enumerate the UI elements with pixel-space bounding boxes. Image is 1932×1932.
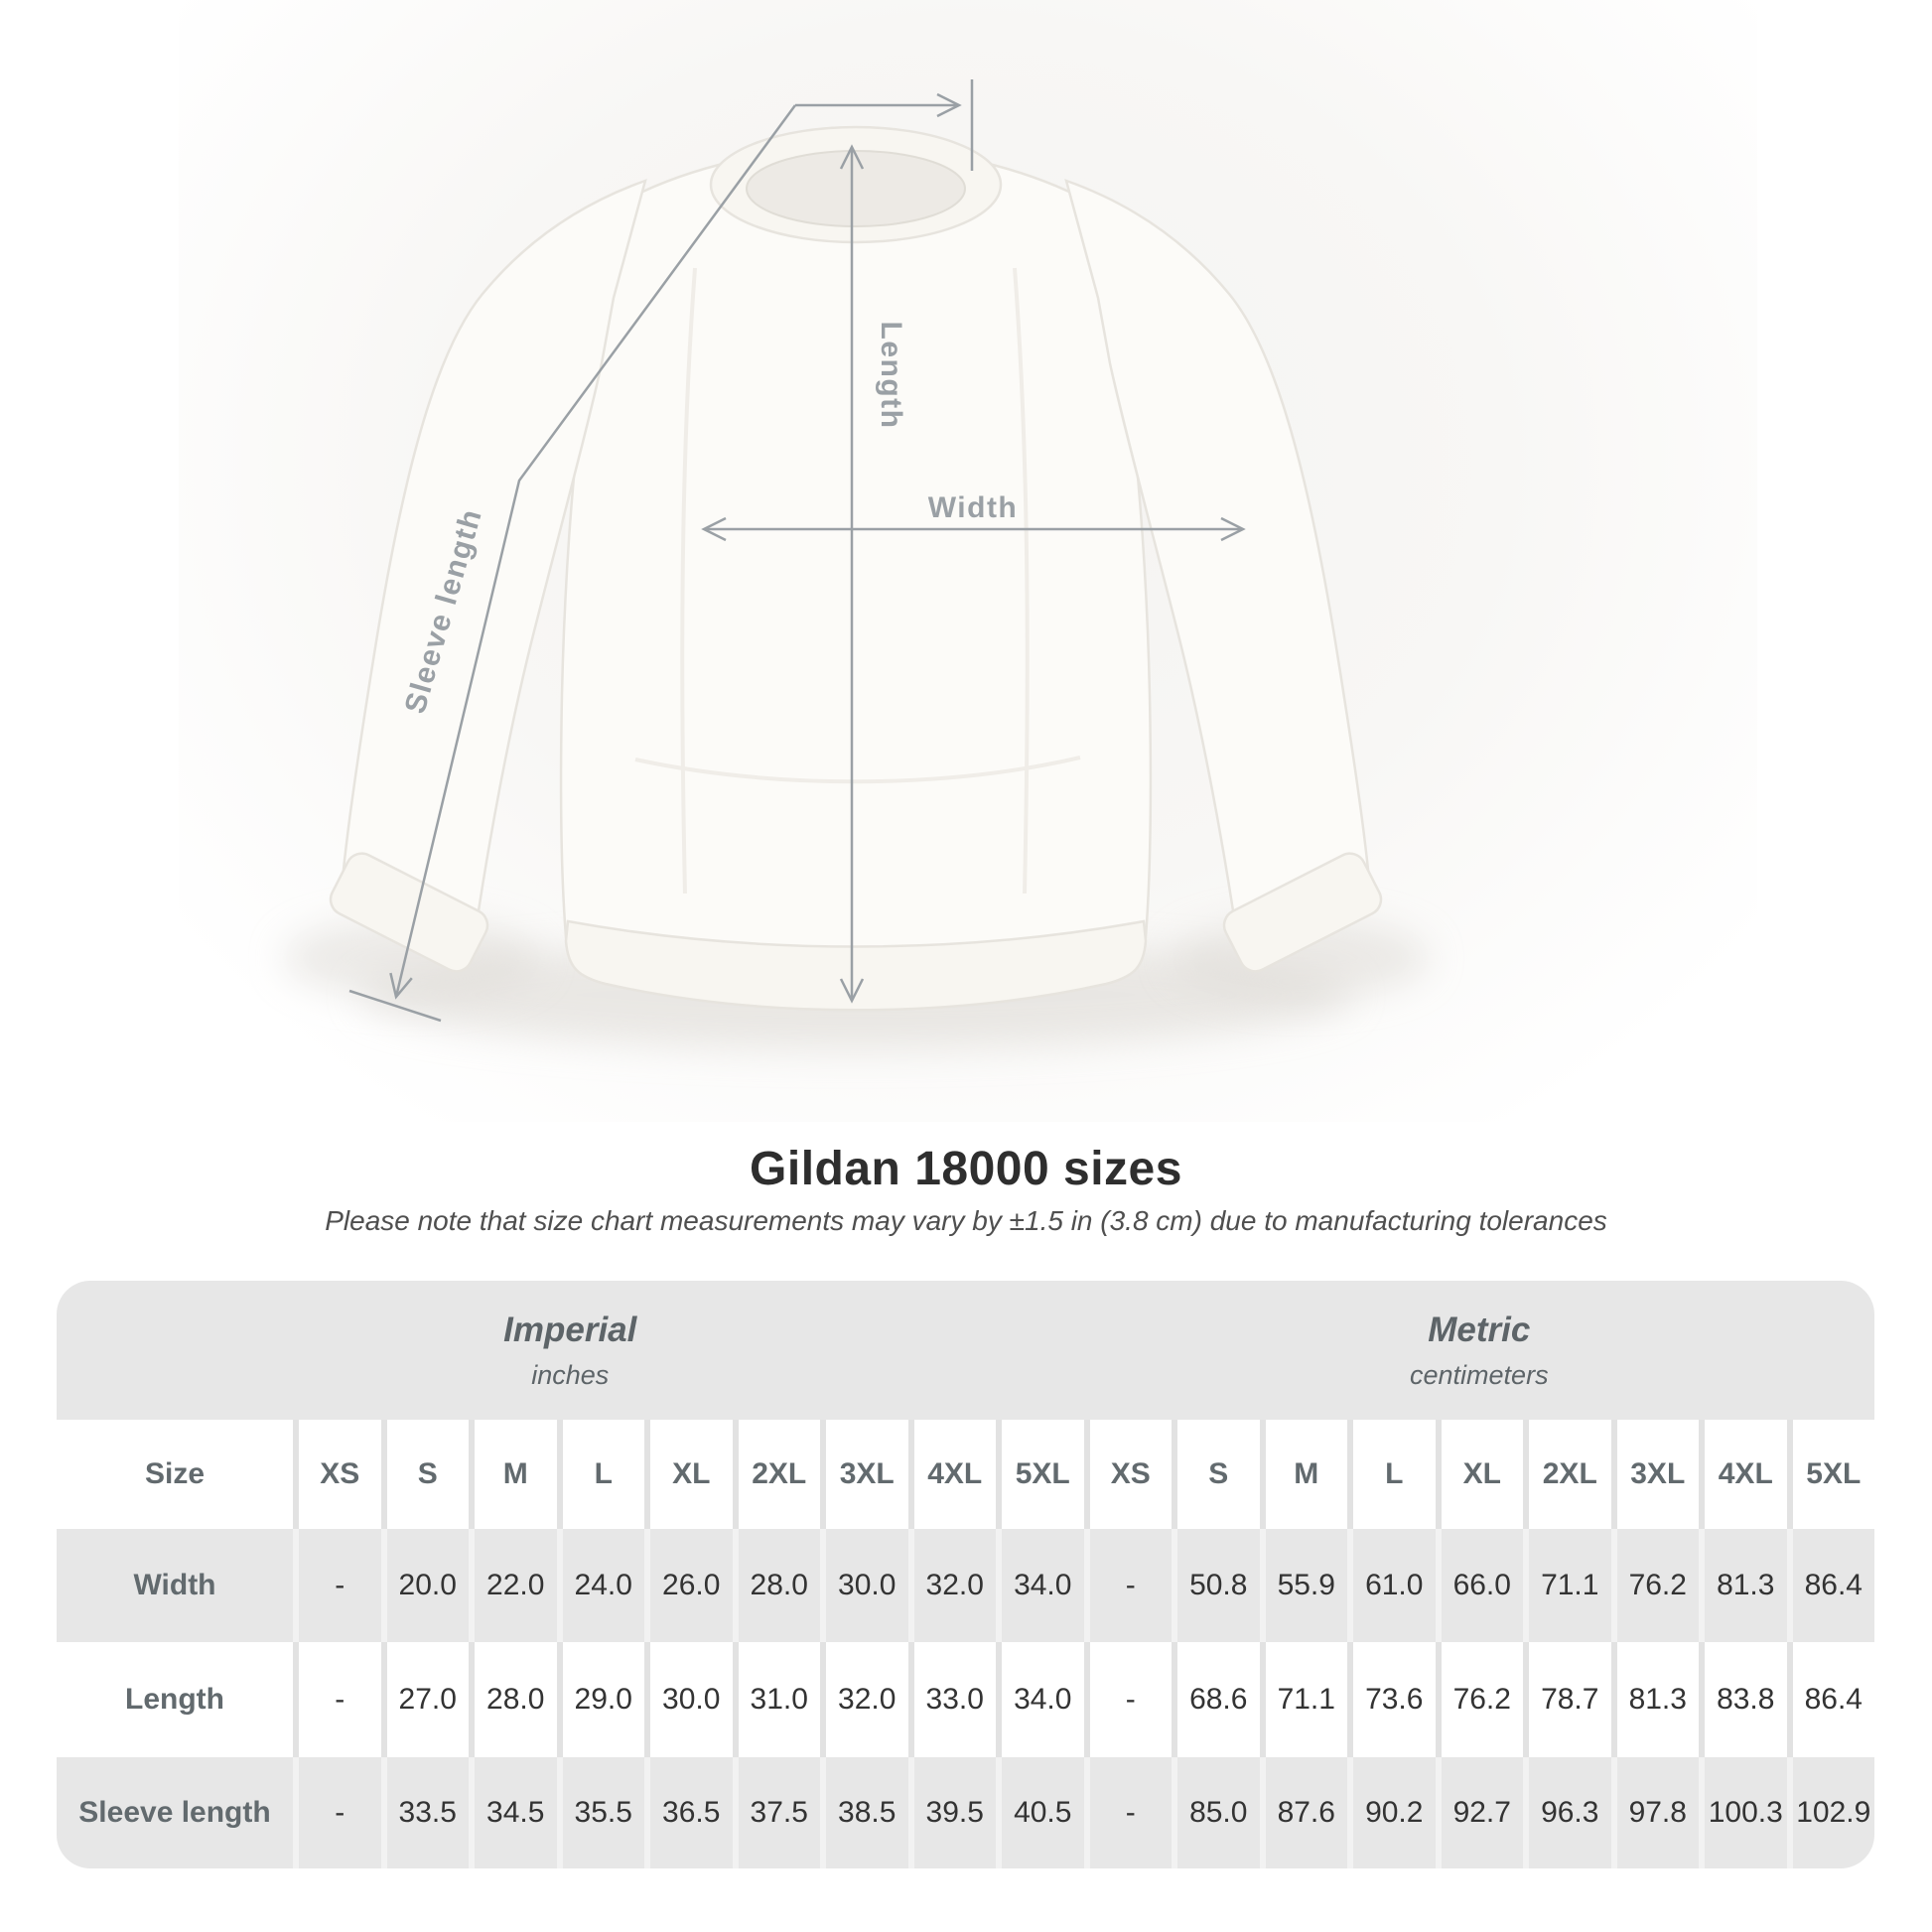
size-cell: M <box>469 1420 557 1529</box>
size-cell: 4XL <box>1699 1420 1787 1529</box>
length-measure-label: Length <box>875 321 907 430</box>
value-cell: 36.5 <box>644 1757 733 1868</box>
imperial-label: Imperial <box>503 1310 637 1349</box>
value-cell: 32.0 <box>908 1529 997 1642</box>
size-cell: S <box>381 1420 470 1529</box>
row-label: Sleeve length <box>57 1757 293 1868</box>
value-cell: 33.0 <box>908 1642 997 1757</box>
size-cell: M <box>1260 1420 1348 1529</box>
value-cell: 39.5 <box>908 1757 997 1868</box>
row-label: Length <box>57 1642 293 1757</box>
value-cell: 22.0 <box>469 1529 557 1642</box>
value-cell: 27.0 <box>381 1642 470 1757</box>
size-cell: 3XL <box>820 1420 908 1529</box>
value-cell: 32.0 <box>820 1642 908 1757</box>
value-cell: - <box>1084 1757 1173 1868</box>
size-column-header: Size <box>57 1420 293 1529</box>
value-cell: 26.0 <box>644 1529 733 1642</box>
value-cell: 33.5 <box>381 1757 470 1868</box>
value-cell: 34.0 <box>996 1642 1084 1757</box>
collar-inner <box>747 151 965 226</box>
value-cell: 55.9 <box>1260 1529 1348 1642</box>
value-cell: 78.7 <box>1523 1642 1611 1757</box>
value-cell: 97.8 <box>1611 1757 1700 1868</box>
value-cell: 71.1 <box>1260 1642 1348 1757</box>
value-cell: 20.0 <box>381 1529 470 1642</box>
value-cell: - <box>1084 1642 1173 1757</box>
metric-label: Metric <box>1428 1310 1531 1349</box>
value-cell: 100.3 <box>1699 1757 1787 1868</box>
value-cell: 28.0 <box>469 1642 557 1757</box>
value-cell: 66.0 <box>1436 1529 1524 1642</box>
size-cell: XL <box>644 1420 733 1529</box>
size-cell: XL <box>1436 1420 1524 1529</box>
width-measure-label: Width <box>927 491 1019 524</box>
value-cell: 38.5 <box>820 1757 908 1868</box>
length-row <box>57 1642 1874 1757</box>
value-cell: 24.0 <box>557 1529 645 1642</box>
metric-unit: centimeters <box>1410 1359 1549 1390</box>
page-title: Gildan 18000 sizes <box>750 1143 1182 1195</box>
value-cell: - <box>293 1757 381 1868</box>
value-cell: 30.0 <box>820 1529 908 1642</box>
sleeve-length-row <box>57 1757 1874 1868</box>
size-cell: 4XL <box>908 1420 997 1529</box>
size-cell: L <box>557 1420 645 1529</box>
value-cell: 37.5 <box>733 1757 821 1868</box>
value-cell: 61.0 <box>1347 1529 1436 1642</box>
value-cell: 40.5 <box>996 1757 1084 1868</box>
value-cell: 92.7 <box>1436 1757 1524 1868</box>
value-cell: 35.5 <box>557 1757 645 1868</box>
size-chart-table <box>57 1281 1874 1868</box>
value-cell: 87.6 <box>1260 1757 1348 1868</box>
unit-header-row <box>57 1281 1874 1420</box>
value-cell: 71.1 <box>1523 1529 1611 1642</box>
value-cell: - <box>1084 1529 1173 1642</box>
metric-unit-group <box>1084 1281 1875 1420</box>
tolerance-note: Please note that size chart measurements may vary by ±1.5 in (3.8 cm) due to manufacturing tolerances <box>325 1205 1607 1236</box>
size-cell: L <box>1347 1420 1436 1529</box>
value-cell: 86.4 <box>1787 1529 1875 1642</box>
size-header-row <box>57 1420 1874 1529</box>
value-cell: 102.9 <box>1787 1757 1875 1868</box>
value-cell: 34.0 <box>996 1529 1084 1642</box>
value-cell: 30.0 <box>644 1642 733 1757</box>
value-cell: 81.3 <box>1611 1642 1700 1757</box>
imperial-unit-group <box>57 1281 1084 1420</box>
value-cell: 81.3 <box>1699 1529 1787 1642</box>
value-cell: 29.0 <box>557 1642 645 1757</box>
value-cell: 34.5 <box>469 1757 557 1868</box>
sweatshirt-torso <box>561 147 1151 1010</box>
value-cell: 28.0 <box>733 1529 821 1642</box>
value-cell: 86.4 <box>1787 1642 1875 1757</box>
value-cell: 68.6 <box>1172 1642 1260 1757</box>
value-cell: 76.2 <box>1611 1529 1700 1642</box>
size-cell: XS <box>1084 1420 1173 1529</box>
sleeve-measure-label: Sleeve length <box>398 504 489 718</box>
width-row <box>57 1529 1874 1642</box>
size-cell: S <box>1172 1420 1260 1529</box>
value-cell: 96.3 <box>1523 1757 1611 1868</box>
size-cell: 2XL <box>733 1420 821 1529</box>
size-cell: 3XL <box>1611 1420 1700 1529</box>
value-cell: 90.2 <box>1347 1757 1436 1868</box>
row-label: Width <box>57 1529 293 1642</box>
value-cell: 31.0 <box>733 1642 821 1757</box>
value-cell: 73.6 <box>1347 1642 1436 1757</box>
size-cell: XS <box>293 1420 381 1529</box>
value-cell: 83.8 <box>1699 1642 1787 1757</box>
size-cell: 5XL <box>1787 1420 1875 1529</box>
value-cell: 85.0 <box>1172 1757 1260 1868</box>
size-cell: 2XL <box>1523 1420 1611 1529</box>
size-cell: 5XL <box>996 1420 1084 1529</box>
value-cell: 76.2 <box>1436 1642 1524 1757</box>
value-cell: - <box>293 1529 381 1642</box>
imperial-unit: inches <box>531 1359 610 1390</box>
value-cell: 50.8 <box>1172 1529 1260 1642</box>
value-cell: - <box>293 1642 381 1757</box>
